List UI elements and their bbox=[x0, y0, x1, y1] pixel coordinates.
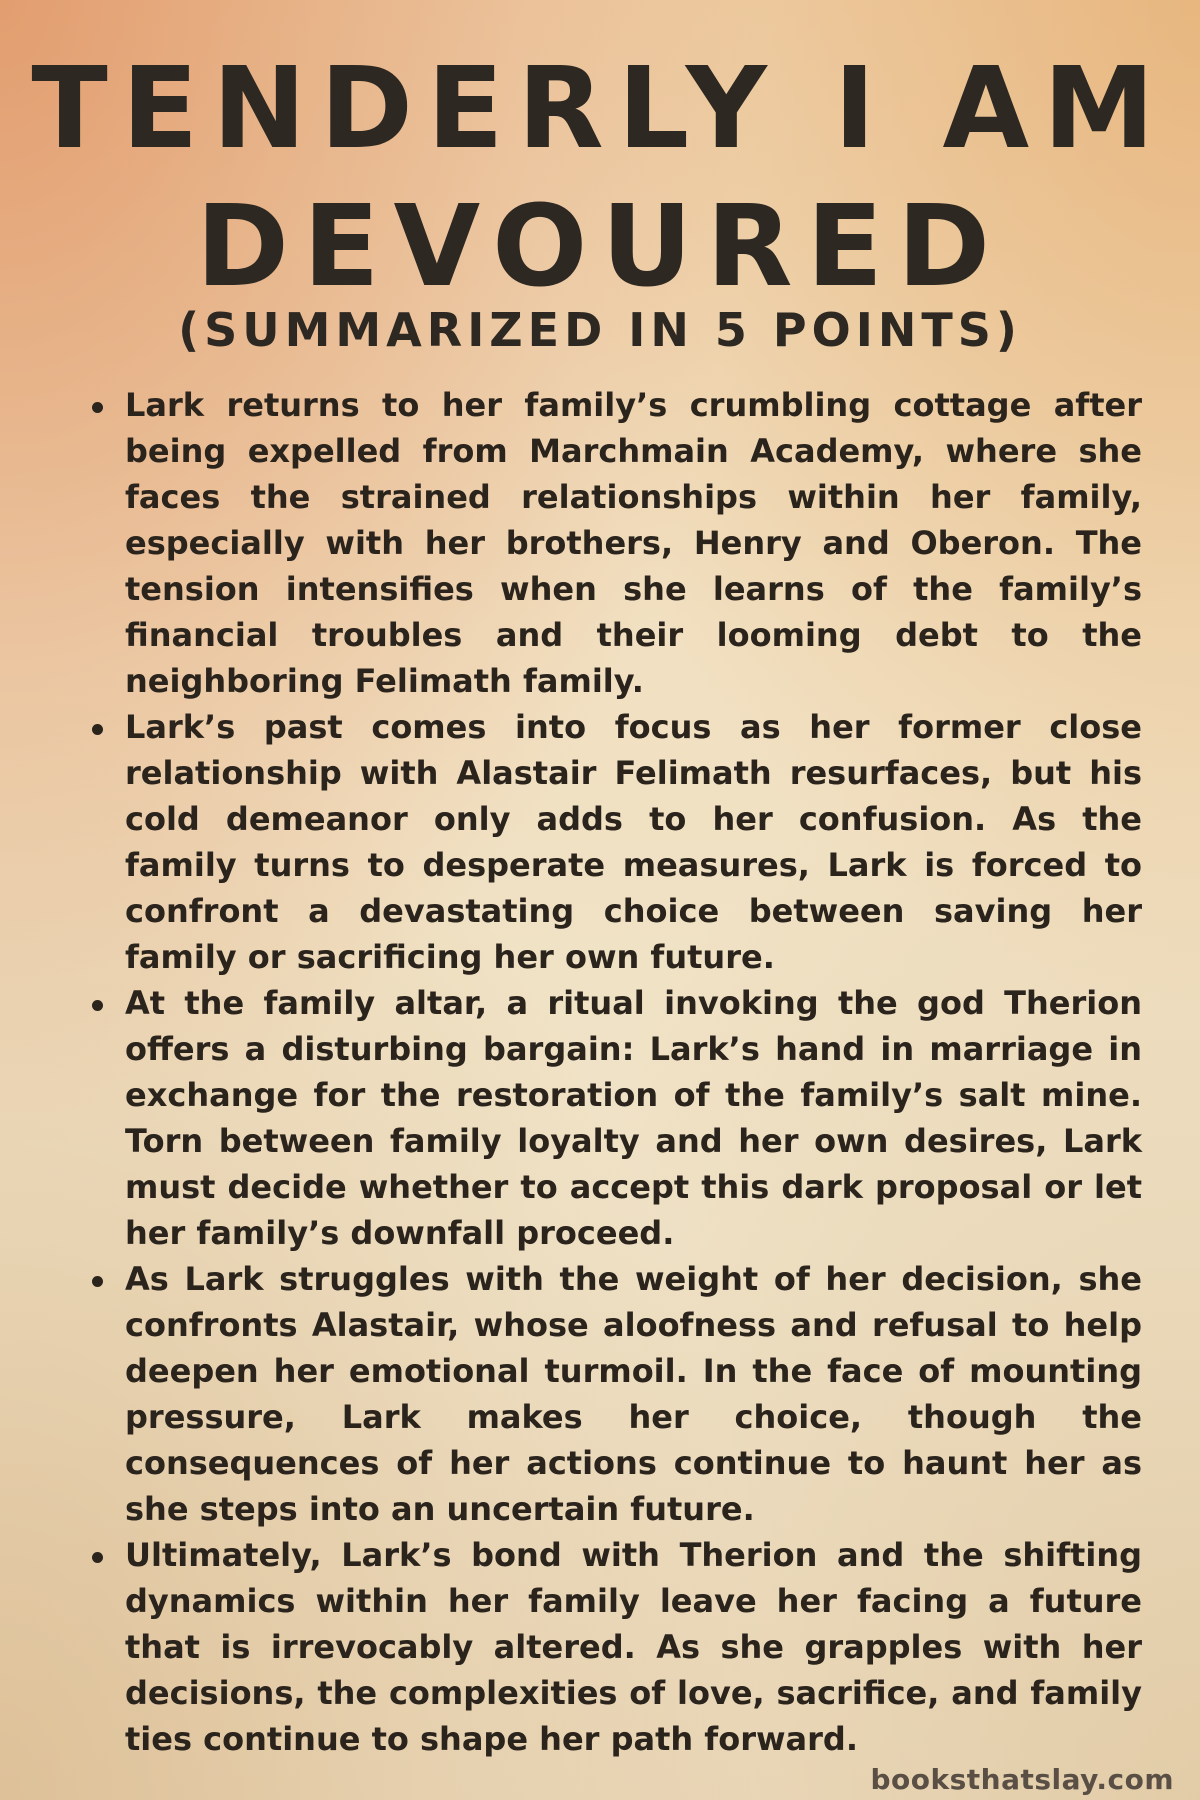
page-title: TENDERLY I AM DEVOURED bbox=[31, 44, 1169, 312]
site-watermark: booksthatslay.com bbox=[870, 1763, 1174, 1796]
summary-point-text: As Lark struggles with the weight of her decision, she confronts Alastair, whose aloofness and refusal to help deepen her emotional turmoil. In the face of mounting pressure, Lark makes her choice, though the consequences of her actions continue to haunt her as she steps into an uncertain future. bbox=[125, 1260, 1142, 1528]
summary-point-4 bbox=[90, 1256, 1142, 1532]
summary-point-1 bbox=[90, 382, 1142, 704]
summary-point-2 bbox=[90, 704, 1142, 980]
bullet-icon bbox=[92, 1552, 103, 1563]
summary-point-5 bbox=[90, 1532, 1142, 1762]
bullet-icon bbox=[92, 724, 103, 735]
summary-point-3 bbox=[90, 980, 1142, 1256]
summary-point-text: Lark’s past comes into focus as her former close relationship with Alastair Felimath resurfaces, but his cold demeanor only adds to her confusion. As the family turns to desperate measures, Lark is forced to confront a devastating choice between saving her family or sacrificing her own future. bbox=[125, 708, 1142, 976]
bullet-icon bbox=[92, 1000, 103, 1011]
summary-point-text: At the family altar, a ritual invoking the god Therion offers a disturbing bargain: Lark’s hand in marriage in exchange for the restoration of the family’s salt mine. Torn between family loyalty and her own desires, Lark must decide whether to accept this dark proposal or let her family’s downfall proceed. bbox=[125, 984, 1142, 1252]
page-subtitle: (SUMMARIZED IN 5 POINTS) bbox=[178, 303, 1022, 357]
summary-list bbox=[90, 382, 1142, 1762]
summary-point-text: Ultimately, Lark’s bond with Therion and the shifting dynamics within her family leave her facing a future that is irrevocably altered. As she grapples with her decisions, the complexities of love, sacrifice, and family ties continue to shape her path forward. bbox=[125, 1536, 1142, 1758]
summary-point-text: Lark returns to her family’s crumbling cottage after being expelled from Marchmain Academy, where she faces the strained relationships within her family, especially with her brothers, Henry and Oberon. The tension intensifies when she learns of the family’s financial troubles and their looming debt to the neighboring Felimath family. bbox=[125, 386, 1142, 700]
bullet-icon bbox=[92, 402, 103, 413]
bullet-icon bbox=[92, 1276, 103, 1287]
